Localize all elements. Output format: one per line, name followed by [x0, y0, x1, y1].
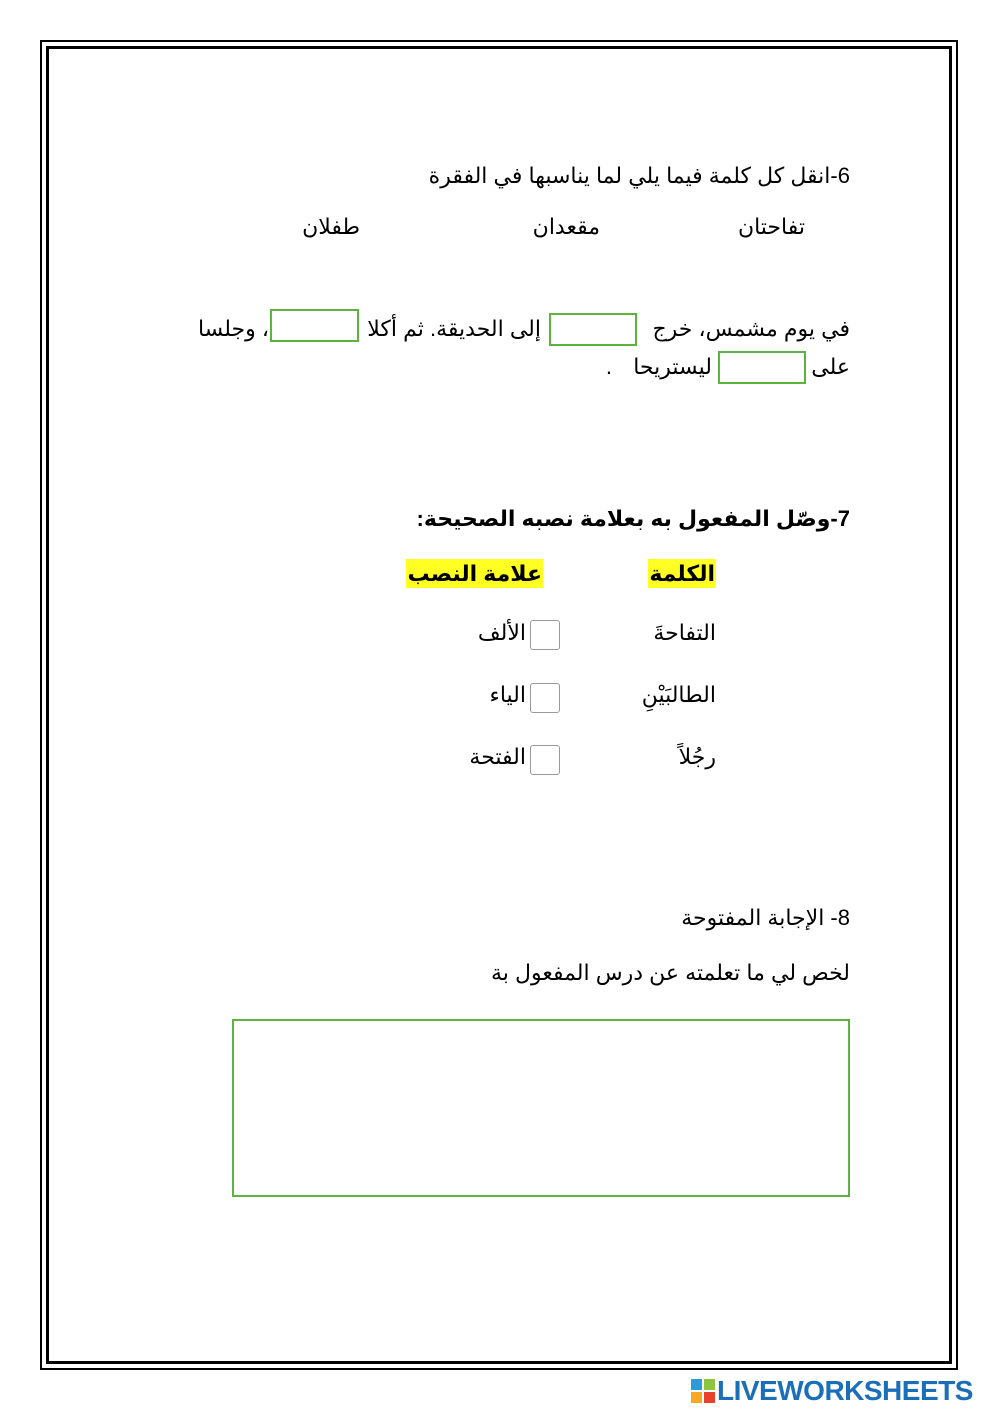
q6-blank-3[interactable] [718, 351, 806, 384]
q7-word-1: التفاحةَ [653, 620, 716, 645]
q8-title: 8- الإجابة المفتوحة [681, 905, 850, 930]
q7-column-mark-label: علامة النصب [407, 561, 542, 586]
q6-word-1: تفاحتان [737, 214, 805, 239]
q6-word-2: مقعدان [532, 214, 600, 239]
q6-paragraph-period: . [605, 354, 612, 379]
logo-square-blue [691, 1379, 702, 1390]
q7-match-box-1[interactable] [530, 620, 560, 650]
q7-column-mark [406, 563, 543, 585]
q7-mark-3: الفتحة [469, 744, 526, 769]
logo-square-green [704, 1379, 715, 1390]
q7-column-word [648, 563, 716, 585]
q6-paragraph-part-4: على [811, 354, 850, 379]
q6-paragraph-part-1: في يوم مشمس، خرج [652, 316, 850, 341]
q6-blank-1[interactable] [549, 313, 637, 346]
q6-title: 6-انقل كل كلمة فيما يلي لما يناسبها في الفقرة [428, 163, 850, 188]
q6-word-3: طفلان [302, 214, 360, 239]
q7-match-box-3[interactable] [530, 745, 560, 775]
q7-column-word-label: الكلمة [649, 561, 715, 586]
q8-answer-textarea[interactable] [232, 1019, 850, 1197]
q7-mark-2: الياء [489, 682, 526, 707]
q7-match-box-2[interactable] [530, 683, 560, 713]
logo-square-orange [691, 1392, 702, 1403]
q7-word-3: رجُلاً [678, 744, 716, 769]
q6-blank-2[interactable] [270, 309, 359, 342]
q8-prompt: لخص لي ما تعلمته عن درس المفعول بة [490, 960, 850, 985]
q7-mark-1: الألف [477, 620, 526, 645]
liveworksheets-logo-icon [691, 1379, 715, 1403]
liveworksheets-brand-text: LIVEWORKSHEETS [717, 1375, 973, 1406]
q7-word-2: الطالبَيْنِ [641, 682, 716, 707]
q6-paragraph-part-3: ، وجلسا [197, 316, 269, 341]
q7-title: 7-وصّل المفعول به بعلامة نصبه الصحيحة: [416, 506, 850, 531]
liveworksheets-logo [691, 1376, 991, 1406]
logo-square-red [704, 1392, 715, 1403]
q6-paragraph-part-2: إلى الحديقة. ثم أكلا [367, 316, 541, 341]
q6-paragraph-part-5: ليستريحا [633, 354, 712, 379]
